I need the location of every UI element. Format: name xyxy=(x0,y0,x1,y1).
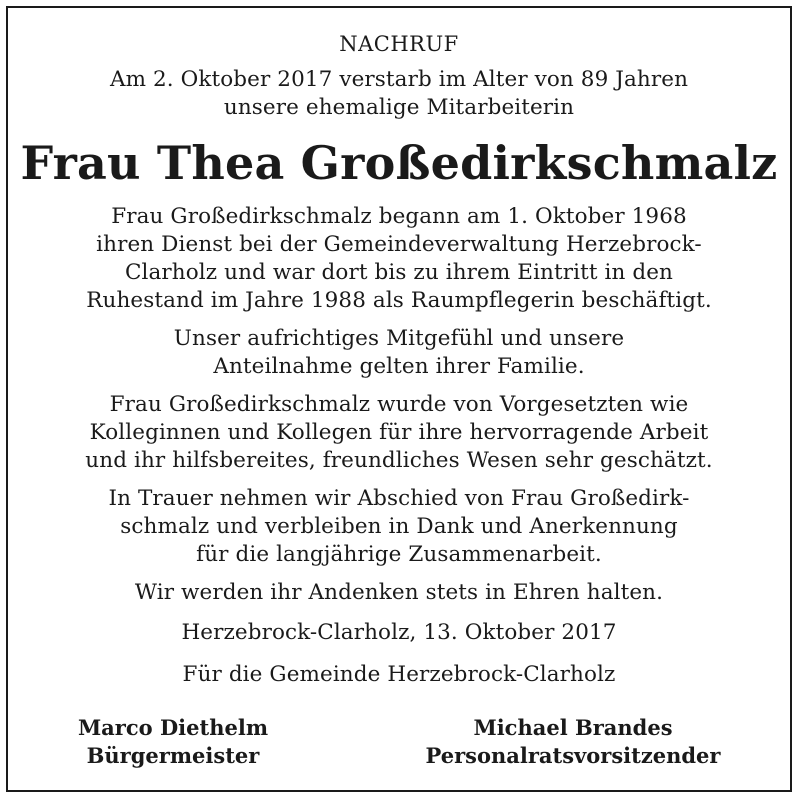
on-behalf-line: Für die Gemeinde Herzebrock-Clarholz xyxy=(182,662,616,687)
paragraph-1-line-4: Ruhestand im Jahre 1988 als Raumpflegerin beschäftigt. xyxy=(86,288,712,313)
paragraph-4-line-3: für die langjährige Zusammenarbeit. xyxy=(196,542,602,567)
place-and-date: Herzebrock-Clarholz, 13. Oktober 2017 xyxy=(181,620,617,645)
paragraph-4-line-2: schmalz und verbleiben in Dank und Anerkennung xyxy=(120,514,678,539)
obituary-notice xyxy=(6,6,792,792)
paragraph-2-line-2: Anteilnahme gelten ihrer Familie. xyxy=(213,354,585,379)
paragraph-2-line-1: Unser aufrichtiges Mitgefühl und unsere xyxy=(173,326,625,351)
paragraph-3-line-1: Frau Großedirkschmalz wurde von Vorgesetzten wie xyxy=(109,392,689,417)
intro-line-1: Am 2. Oktober 2017 verstarb im Alter von 89 Jahren xyxy=(109,67,689,92)
signatory-name: Michael Brandes xyxy=(473,715,673,740)
paragraph-1-line-1: Frau Großedirkschmalz begann am 1. Oktober 1968 xyxy=(111,204,687,229)
signatory-right xyxy=(408,714,738,770)
signatory-title: Personalratsvorsitzender xyxy=(425,743,721,768)
signatory-title: Bürgermeister xyxy=(86,743,260,768)
paragraph-4-line-1: In Trauer nehmen wir Abschied von Frau Großedirk- xyxy=(108,486,690,511)
deceased-name: Frau Thea Großedirkschmalz xyxy=(20,136,778,190)
notice-content xyxy=(8,8,790,790)
paragraph-3-line-3: und ihr hilfsbereites, freundliches Wesen sehr geschätzt. xyxy=(85,448,713,473)
closing-line: Wir werden ihr Andenken stets in Ehren halten. xyxy=(134,580,664,605)
signatory-name: Marco Diethelm xyxy=(77,715,269,740)
notice-heading: NACHRUF xyxy=(339,32,459,56)
paragraph-1-line-3: Clarholz und war dort bis zu ihrem Eintritt in den xyxy=(124,260,673,285)
paragraph-3-line-2: Kolleginnen und Kollegen für ihre hervorragende Arbeit xyxy=(89,420,709,445)
paragraph-1-line-2: ihren Dienst bei der Gemeindeverwaltung Herzebrock- xyxy=(96,232,702,257)
signatory-left xyxy=(28,714,318,770)
intro-line-2: unsere ehemalige Mitarbeiterin xyxy=(223,95,575,120)
